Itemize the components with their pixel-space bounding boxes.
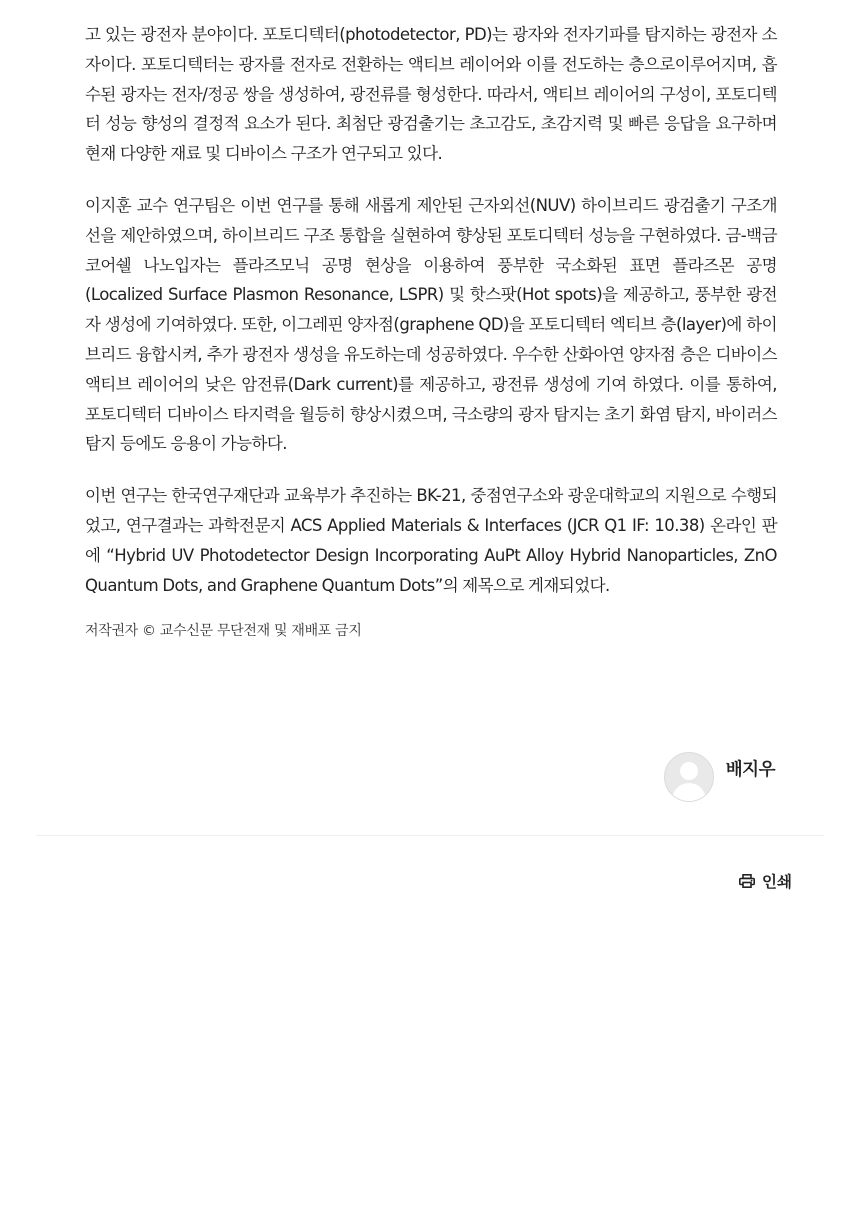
author-name[interactable]: 배지우 xyxy=(725,760,775,780)
printer-icon xyxy=(739,874,755,888)
author-byline xyxy=(664,752,775,802)
article-paragraph-2: 이지훈 교수 연구팀은 이번 연구를 통해 새롭게 제안된 근자외선(NUV) 하이브리드 광검출기 구조개선을 제안하였으며, 하이브리드 구조 통합을 실현하여 향상된 포토디텍터 성능을 구현하였다. 금-백금 코어쉘 나노입자는 플라즈모닉 공명 현상을 이용하여 풍부한 국소화된 표면 플라즈몬 공명 (Localized Surface Plasmon Resonance, LSPR) 및 핫스팟(Hot spots)을 제공하고, 풍부한 광전자 생성에 기여하였다. 또한, 이그레핀 양자점(graphene QD)을 포토디텍터 엑티브 층(layer)에 하이브리드 융합시켜, 추가 광전자 생성을 유도하는데 성공하였다. 우수한 산화아연 양자점 층은 디바이스 액티브 레이어의 낮은 암전류(Dark current)를 제공하고, 광전류 생성에 기여 하였다. 이를 통하여, 포토디텍터 디바이스 타지력을 월등히 향상시켰으며, 극소량의 광자 탐지는 초기 화염 탐지, 바이러스 탐지 등에도 응용이 가능하다. xyxy=(85,195,777,454)
article-body xyxy=(85,20,777,640)
avatar-head-shape xyxy=(680,762,698,780)
avatar-body-shape xyxy=(672,783,706,802)
article-paragraph-3: 이번 연구는 한국연구재단과 교육부가 추진하는 BK-21, 중점연구소와 광운대학교의 지원으로 수행되었고, 연구결과는 과학전문지 ACS Applied Materials & Interfaces (JCR Q1 IF: 10.38) 온라인 판에 “Hybrid UV Photodetector Design Incorporating AuPt Alloy Hybrid Nanoparticles, ZnO Quantum Dots, and Graphene Quantum Dots”의 제목으로 게재되었다. xyxy=(85,486,777,595)
print-label: 인쇄 xyxy=(762,873,792,891)
copyright-notice: 저작권자 © 교수신문 무단전재 및 재배포 금지 xyxy=(85,623,362,640)
print-button[interactable] xyxy=(739,870,792,892)
article-paragraph-1: 고 있는 광전자 분야이다. 포토디텍터(photodetector, PD)는 광자와 전자기파를 탐지하는 광전자 소자이다. 포토디텍터는 광자를 전자로 전환하는 액티브 레이어와 이를 전도하는 층으로이루어지며, 흡수된 광자는 전자/정공 쌍을 생성하여, 광전류를 형성한다. 따라서, 액티브 레이어의 구성이, 포토디텍터 성능 향성의 결정적 요소가 된다. 최첨단 광검출기는 초고감도, 초감지력 및 빠른 응답을 요구하며 현재 다양한 재료 및 디바이스 구조가 연구되고 있다. xyxy=(85,25,777,164)
author-avatar xyxy=(664,752,714,802)
section-divider xyxy=(36,835,824,836)
